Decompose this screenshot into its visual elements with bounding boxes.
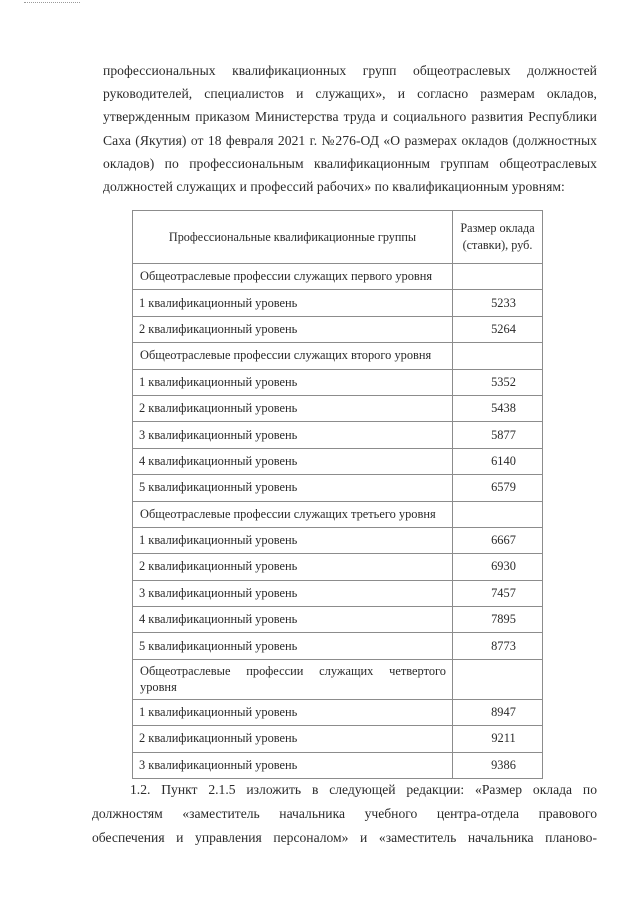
salary-cell: 5264 [453,316,543,342]
salary-cell: 6667 [453,527,543,553]
intro-line: должностей служащих и профессий рабочих» по квалификационным уровням: [103,179,565,195]
level-cell: 4 квалификационный уровень [133,448,453,474]
table-row [133,752,543,778]
salary-cell: 6930 [453,554,543,580]
table-row [133,699,543,725]
outro-line: обеспечения и управления персоналом» и «заместитель начальника планово- [92,830,597,845]
table-row [133,580,543,606]
amendment-paragraph [92,778,597,850]
level-cell: 2 квалификационный уровень [133,316,453,342]
table-row [133,448,543,474]
outro-line: 1.2. Пункт 2.1.5 изложить в следующей редакции: «Размер оклада по [130,782,597,797]
table-row [133,316,543,342]
level-cell: 5 квалификационный уровень [133,475,453,501]
empty-cell [453,659,543,699]
level-cell: 3 квалификационный уровень [133,422,453,448]
header-qualification-groups: Профессиональные квалификационные группы [133,211,453,264]
table-row [133,554,543,580]
intro-paragraph [103,59,597,198]
level-cell: 2 квалификационный уровень [133,726,453,752]
group-row [133,501,543,527]
table-row [133,607,543,633]
level-cell: 2 квалификационный уровень [133,554,453,580]
table-row [133,475,543,501]
salary-table [132,210,543,779]
salary-cell: 5877 [453,422,543,448]
group-row [133,659,543,699]
empty-cell [453,501,543,527]
level-cell: 4 квалификационный уровень [133,607,453,633]
salary-cell: 8947 [453,699,543,725]
scan-artifact-line [24,2,80,5]
table-row [133,726,543,752]
salary-cell: 5233 [453,290,543,316]
level-cell: 5 квалификационный уровень [133,633,453,659]
intro-line: профессиональных квалификационных групп общеотраслевых должностей [103,63,597,78]
table-header-row [133,211,543,264]
salary-cell: 7457 [453,580,543,606]
salary-cell: 6140 [453,448,543,474]
group-title-line: Общеотраслевые профессии служащих четвертого [140,664,446,679]
salary-cell: 6579 [453,475,543,501]
salary-cell: 5352 [453,369,543,395]
level-cell: 1 квалификационный уровень [133,527,453,553]
table-row [133,422,543,448]
group-row [133,264,543,290]
level-cell: 3 квалификационный уровень [133,752,453,778]
group-title [133,659,453,699]
table-row [133,633,543,659]
intro-line: Саха (Якутия) от 18 февраля 2021 г. №276-ОД «О размерах окладов (должностных [103,132,597,148]
outro-line: должностям «заместитель начальника учебного центра-отдела правового [92,806,597,821]
group-title-line: уровня [140,680,177,695]
table-row [133,369,543,395]
group-title: Общеотраслевые профессии служащих второго уровня [133,343,453,369]
level-cell: 1 квалификационный уровень [133,369,453,395]
level-cell: 2 квалификационный уровень [133,395,453,421]
level-cell: 1 квалификационный уровень [133,699,453,725]
group-title: Общеотраслевые профессии служащих первого уровня [133,264,453,290]
group-row [133,343,543,369]
empty-cell [453,343,543,369]
header-salary-size: Размер оклада (ставки), руб. [453,211,543,264]
level-cell: 3 квалификационный уровень [133,580,453,606]
salary-cell: 9211 [453,726,543,752]
intro-line: окладов) по профессиональным квалификационным группам общеотраслевых [103,155,597,171]
empty-cell [453,264,543,290]
table-row [133,290,543,316]
table-row [133,527,543,553]
salary-cell: 8773 [453,633,543,659]
table-row [133,395,543,421]
group-title: Общеотраслевые профессии служащих третьего уровня [133,501,453,527]
salary-cell: 9386 [453,752,543,778]
salary-cell: 7895 [453,607,543,633]
level-cell: 1 квалификационный уровень [133,290,453,316]
intro-line: руководителей, специалистов и служащих», и согласно размерам окладов, [103,86,597,102]
intro-line: утвержденным приказом Министерства труда и социального развития Республики [103,109,597,125]
salary-cell: 5438 [453,395,543,421]
